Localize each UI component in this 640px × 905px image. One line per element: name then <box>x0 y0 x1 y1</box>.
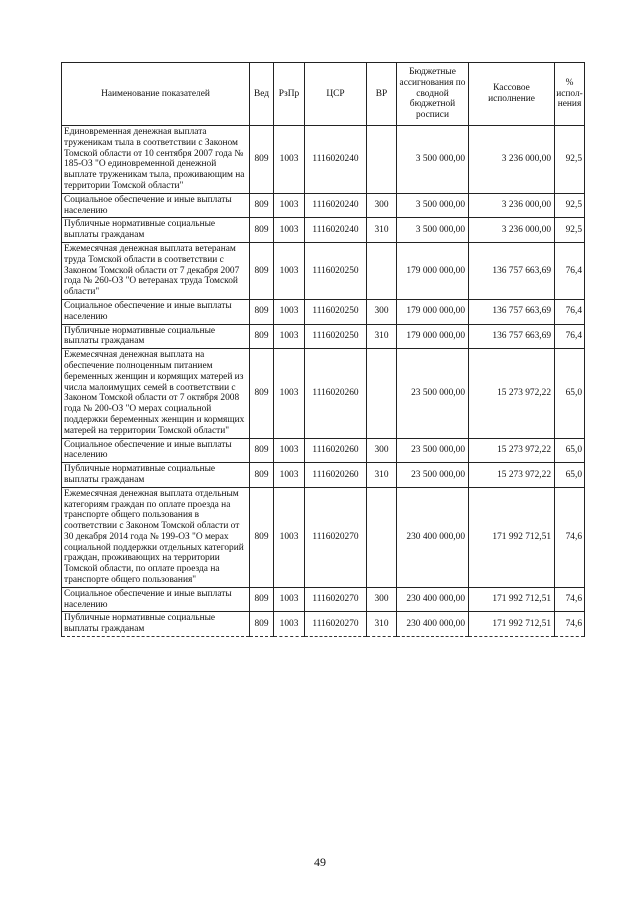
cell-rzpr: 1003 <box>274 193 305 218</box>
header-csr: ЦСР <box>305 63 367 126</box>
table-row <box>62 299 585 324</box>
cell-allocations: 179 000 000,00 <box>397 299 469 324</box>
cell-name: Публичные нормативные социальные выплаты гражданам <box>62 218 250 243</box>
cell-rzpr: 1003 <box>274 438 305 463</box>
cell-csr: 1116020260 <box>305 349 367 438</box>
cell-percent: 65,0 <box>555 349 585 438</box>
cell-csr: 1116020270 <box>305 487 367 587</box>
cell-rzpr: 1003 <box>274 242 305 299</box>
cell-percent: 76,4 <box>555 324 585 349</box>
cell-vr: 300 <box>367 193 397 218</box>
cell-rzpr: 1003 <box>274 612 305 637</box>
cell-csr: 1116020270 <box>305 612 367 637</box>
cell-cash: 136 757 663,69 <box>469 299 555 324</box>
header-cash: Кассовое исполнение <box>469 63 555 126</box>
cell-cash: 171 992 712,51 <box>469 587 555 612</box>
budget-execution-table <box>61 62 585 637</box>
cell-ved: 809 <box>250 126 274 194</box>
table-row <box>62 587 585 612</box>
cell-name: Единовременная денежная выплата труженикам тыла в соответствии с Законом Томской области от 10 сентября 2007 года № 185-ОЗ "О единовременной денежной выплате труженикам тыла, проживающим на территории Томской области" <box>62 126 250 194</box>
cell-name: Публичные нормативные социальные выплаты гражданам <box>62 324 250 349</box>
cell-ved: 809 <box>250 438 274 463</box>
cell-cash: 3 236 000,00 <box>469 193 555 218</box>
cell-vr: 300 <box>367 587 397 612</box>
cell-csr: 1116020240 <box>305 126 367 194</box>
cell-name: Ежемесячная денежная выплата ветеранам труда Томской области в соответствии с Законом Томской области от 7 декабря 2007 года № 260-ОЗ "О ветеранах труда Томской области" <box>62 242 250 299</box>
table-row <box>62 242 585 299</box>
cell-cash: 15 273 972,22 <box>469 438 555 463</box>
table-row <box>62 487 585 587</box>
cell-allocations: 179 000 000,00 <box>397 324 469 349</box>
header-rzpr: РзПр <box>274 63 305 126</box>
table-row <box>62 324 585 349</box>
cell-csr: 1116020250 <box>305 324 367 349</box>
table-header <box>62 63 585 126</box>
cell-cash: 136 757 663,69 <box>469 242 555 299</box>
cell-csr: 1116020270 <box>305 587 367 612</box>
cell-percent: 65,0 <box>555 463 585 488</box>
cell-name: Социальное обеспечение и иные выплаты населению <box>62 587 250 612</box>
table-row <box>62 612 585 637</box>
cell-percent: 74,6 <box>555 487 585 587</box>
cell-allocations: 3 500 000,00 <box>397 126 469 194</box>
cell-percent: 74,6 <box>555 612 585 637</box>
cell-vr <box>367 126 397 194</box>
cell-ved: 809 <box>250 463 274 488</box>
cell-ved: 809 <box>250 299 274 324</box>
cell-cash: 15 273 972,22 <box>469 349 555 438</box>
cell-percent: 92,5 <box>555 218 585 243</box>
cell-rzpr: 1003 <box>274 463 305 488</box>
cell-csr: 1116020260 <box>305 463 367 488</box>
cell-name: Публичные нормативные социальные выплаты гражданам <box>62 463 250 488</box>
table-body <box>62 126 585 637</box>
cell-ved: 809 <box>250 349 274 438</box>
cell-allocations: 3 500 000,00 <box>397 193 469 218</box>
table-row <box>62 126 585 194</box>
header-percent: % испол- нения <box>555 63 585 126</box>
cell-vr: 310 <box>367 324 397 349</box>
cell-percent: 76,4 <box>555 242 585 299</box>
cell-percent: 76,4 <box>555 299 585 324</box>
cell-name: Социальное обеспечение и иные выплаты населению <box>62 438 250 463</box>
cell-vr: 310 <box>367 218 397 243</box>
cell-csr: 1116020240 <box>305 218 367 243</box>
cell-vr: 310 <box>367 612 397 637</box>
cell-allocations: 230 400 000,00 <box>397 587 469 612</box>
cell-allocations: 3 500 000,00 <box>397 218 469 243</box>
cell-ved: 809 <box>250 242 274 299</box>
cell-name: Публичные нормативные социальные выплаты гражданам <box>62 612 250 637</box>
cell-csr: 1116020250 <box>305 299 367 324</box>
cell-cash: 171 992 712,51 <box>469 612 555 637</box>
cell-vr <box>367 349 397 438</box>
cell-cash: 15 273 972,22 <box>469 463 555 488</box>
cell-ved: 809 <box>250 218 274 243</box>
cell-ved: 809 <box>250 487 274 587</box>
cell-rzpr: 1003 <box>274 587 305 612</box>
table-row <box>62 218 585 243</box>
cell-csr: 1116020240 <box>305 193 367 218</box>
cell-name: Социальное обеспечение и иные выплаты населению <box>62 299 250 324</box>
table-row <box>62 349 585 438</box>
cell-allocations: 23 500 000,00 <box>397 349 469 438</box>
table-row <box>62 438 585 463</box>
cell-ved: 809 <box>250 193 274 218</box>
cell-cash: 3 236 000,00 <box>469 218 555 243</box>
cell-allocations: 230 400 000,00 <box>397 612 469 637</box>
cell-vr <box>367 487 397 587</box>
cell-cash: 3 236 000,00 <box>469 126 555 194</box>
cell-rzpr: 1003 <box>274 487 305 587</box>
cell-allocations: 179 000 000,00 <box>397 242 469 299</box>
cell-rzpr: 1003 <box>274 324 305 349</box>
header-allocations: Бюджетные ассигнования по сводной бюджетной росписи <box>397 63 469 126</box>
cell-rzpr: 1003 <box>274 126 305 194</box>
cell-cash: 171 992 712,51 <box>469 487 555 587</box>
cell-csr: 1116020250 <box>305 242 367 299</box>
cell-rzpr: 1003 <box>274 299 305 324</box>
cell-allocations: 23 500 000,00 <box>397 438 469 463</box>
cell-name: Ежемесячная денежная выплата отдельным категориям граждан по оплате проезда на транспорте общего пользования в соответствии с Законом Томской области от 30 декабря 2014 года № 199-ОЗ "О мерах социальной поддержки отдельных категорий граждан, проживающих на территории Томской области, по оплате проезда на транспорте общего пользования" <box>62 487 250 587</box>
cell-rzpr: 1003 <box>274 218 305 243</box>
cell-ved: 809 <box>250 324 274 349</box>
cell-csr: 1116020260 <box>305 438 367 463</box>
header-ved: Вед <box>250 63 274 126</box>
page-number: 49 <box>314 855 326 869</box>
header-name: Наименование показателей <box>62 63 250 126</box>
cell-ved: 809 <box>250 612 274 637</box>
cell-percent: 74,6 <box>555 587 585 612</box>
cell-vr: 300 <box>367 438 397 463</box>
table-row <box>62 463 585 488</box>
cell-name: Социальное обеспечение и иные выплаты населению <box>62 193 250 218</box>
cell-ved: 809 <box>250 587 274 612</box>
cell-allocations: 230 400 000,00 <box>397 487 469 587</box>
cell-vr: 310 <box>367 463 397 488</box>
header-row <box>62 63 585 126</box>
table-row <box>62 193 585 218</box>
header-vr: ВР <box>367 63 397 126</box>
cell-rzpr: 1003 <box>274 349 305 438</box>
cell-vr <box>367 242 397 299</box>
cell-vr: 300 <box>367 299 397 324</box>
cell-percent: 92,5 <box>555 193 585 218</box>
cell-cash: 136 757 663,69 <box>469 324 555 349</box>
cell-percent: 92,5 <box>555 126 585 194</box>
cell-name: Ежемесячная денежная выплата на обеспечение полноценным питанием беременных женщин и кормящих матерей из числа малоимущих семей в соответствии с Законом Томской области от 7 октября 2008 года № 200-ОЗ "О мерах социальной поддержки беременных женщин и кормящих матерей на территории Томской области" <box>62 349 250 438</box>
cell-percent: 65,0 <box>555 438 585 463</box>
cell-allocations: 23 500 000,00 <box>397 463 469 488</box>
